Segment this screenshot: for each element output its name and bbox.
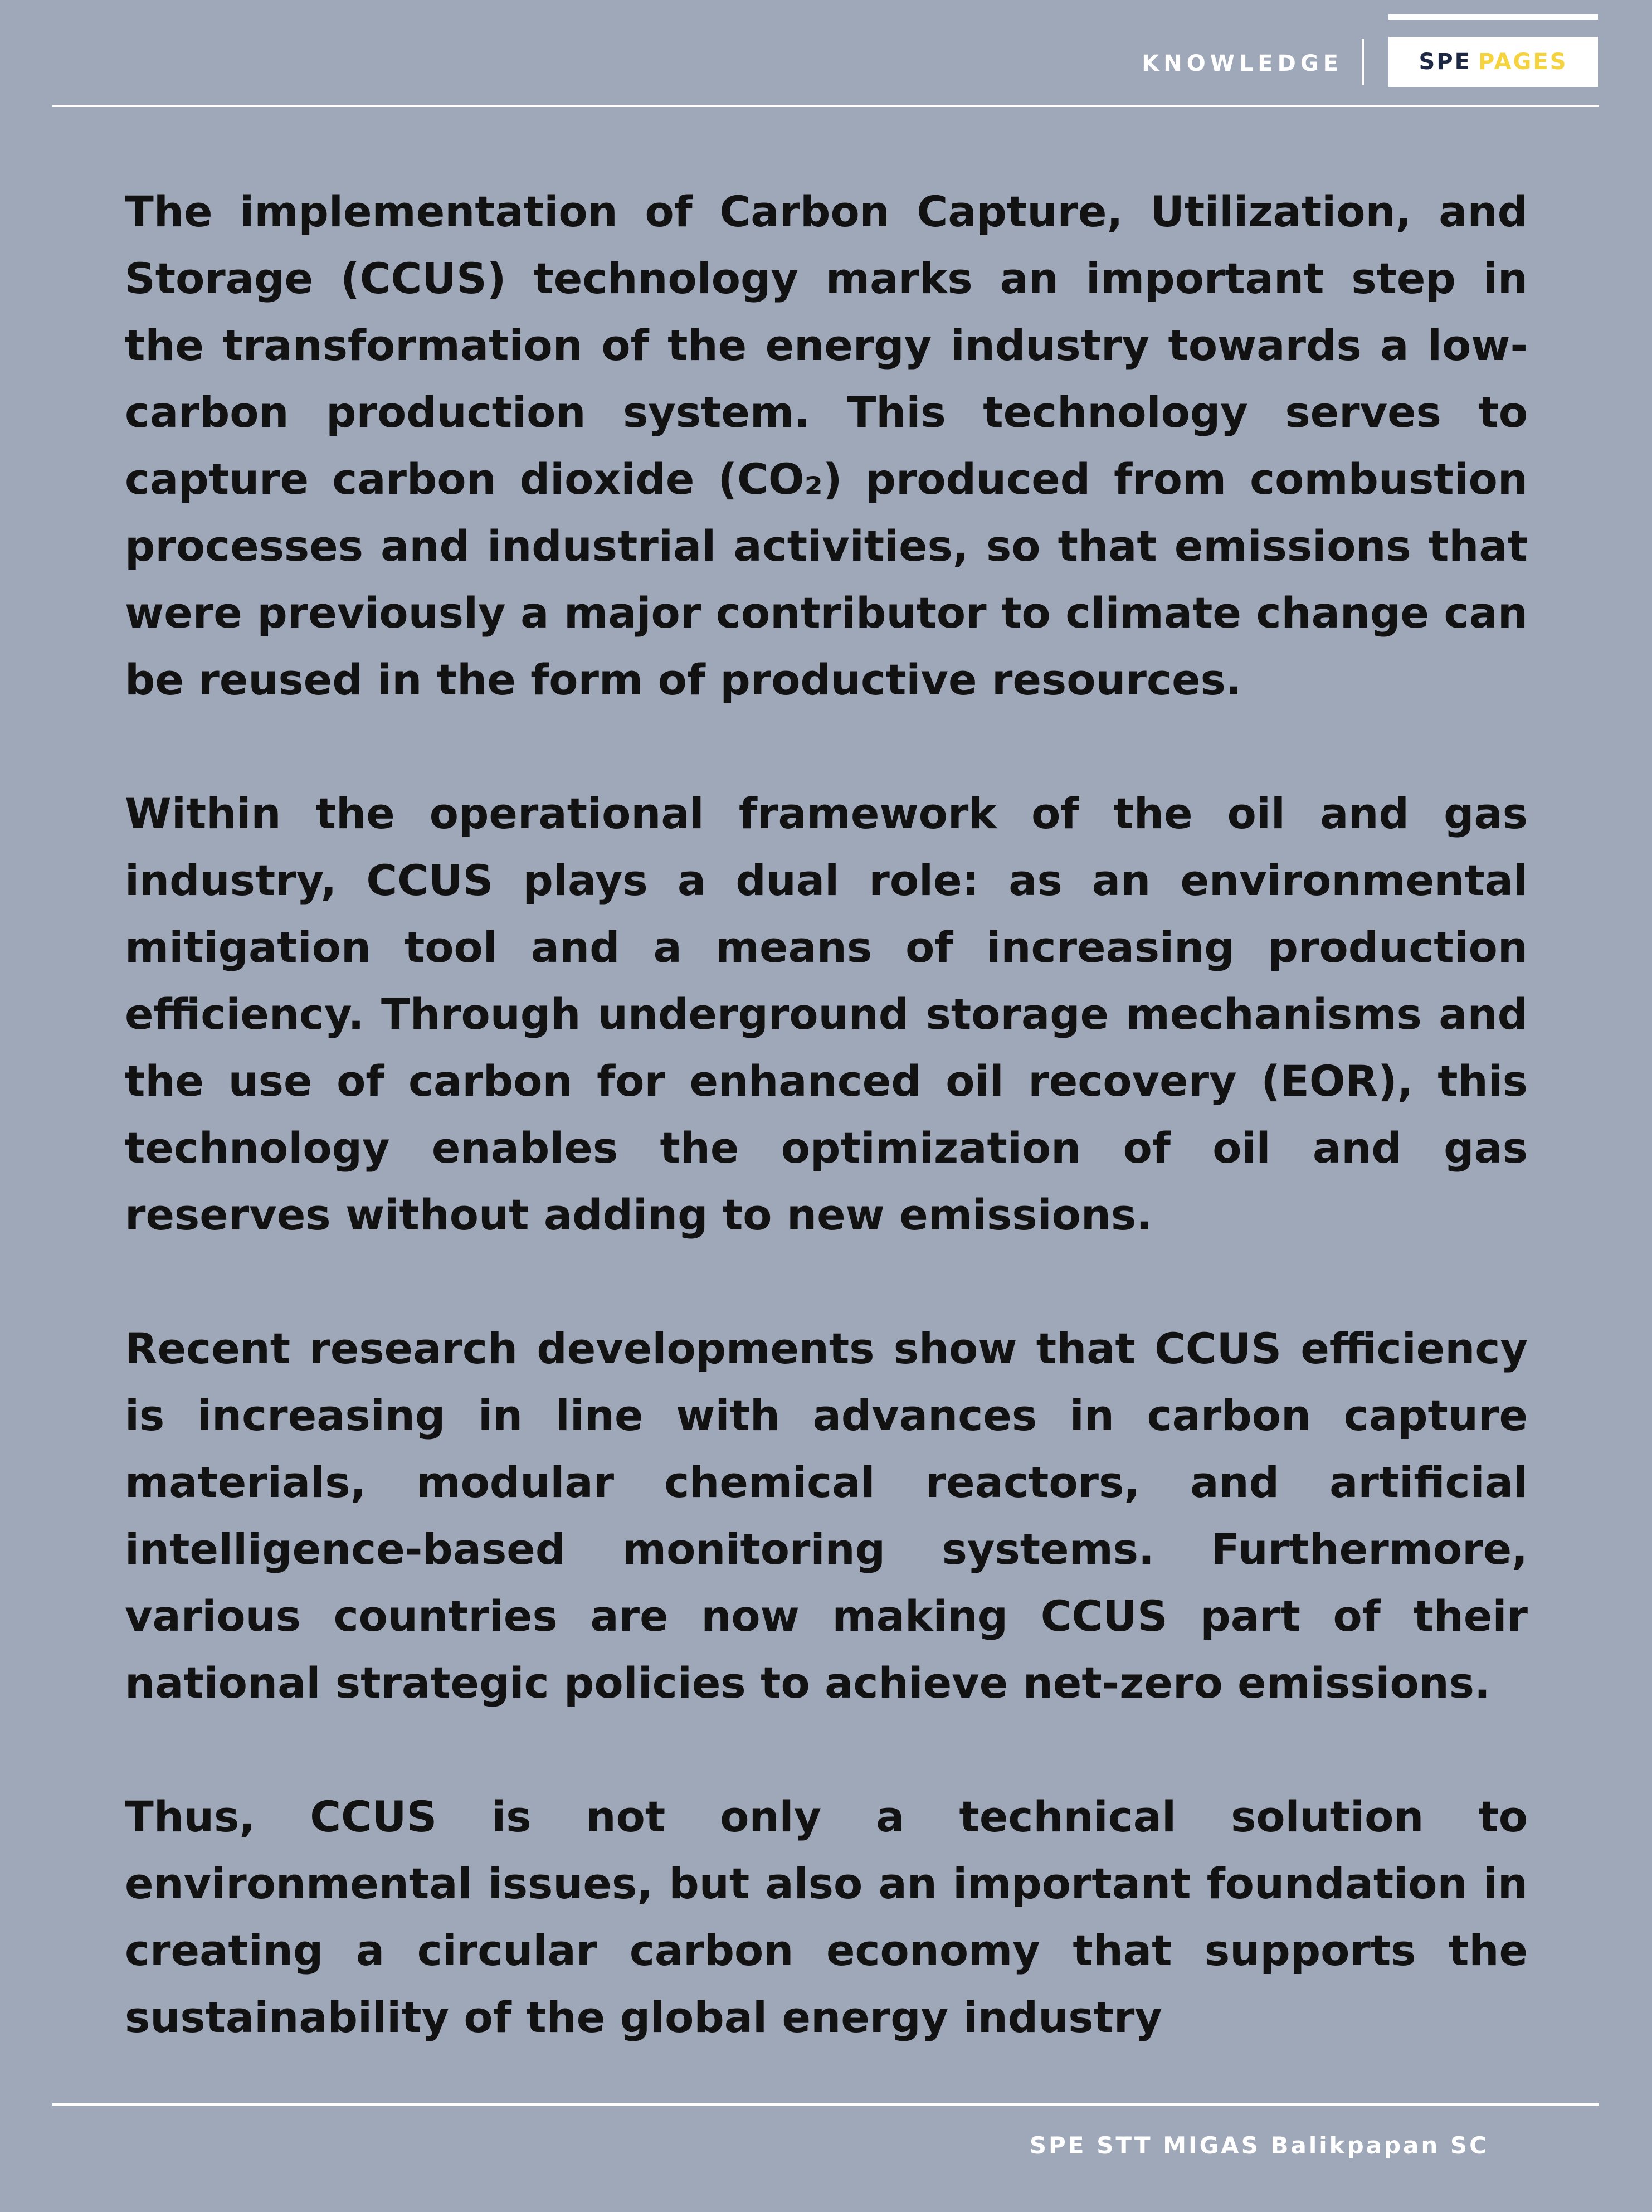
- logo-text-pages: PAGES: [1478, 49, 1568, 75]
- footer-text: SPE STT MIGAS Balikpapan SC: [1029, 2132, 1489, 2159]
- paragraph: Thus, CCUS is not only a technical solution to environmental issues, but also an important foundation in creating a circular carbon economy that supports the sustainability of the global energy industry: [125, 1792, 1528, 2042]
- spe-pages-logo: [1388, 37, 1598, 87]
- article-body: [125, 178, 1528, 2118]
- paragraph: The implementation of Carbon Capture, Utilization, and Storage (CCUS) technology marks an important step in the transformation of the energy industry towards a low-carbon production system. This technology serves to capture carbon dioxide (CO₂) produced from combustion processes and industrial activities, so that emissions that were previously a major contributor to climate change can be reused in the form of productive resources.: [125, 187, 1528, 704]
- logo-accent-bar: [1388, 14, 1598, 20]
- paragraph: Recent research developments show that CCUS efficiency is increasing in line with advances in carbon capture materials, modular chemical reactors, and artificial intelligence-based monitoring systems. Furthermore, various countries are now making CCUS part of their national strategic policies to achieve net-zero emissions.: [125, 1324, 1528, 1708]
- section-label: KNOWLEDGE: [1142, 51, 1343, 76]
- logo-text-spe: SPE: [1419, 49, 1471, 75]
- header-rule: [52, 105, 1599, 107]
- footer-rule: [52, 2103, 1599, 2106]
- paragraph: Within the operational framework of the oil and gas industry, CCUS plays a dual role: as an environmental mitigation tool and a means of increasing production efficiency. Through underground storage mechanisms and the use of carbon for enhanced oil recovery (EOR), this technology enables the optimization of oil and gas reserves without adding to new emissions.: [125, 789, 1528, 1239]
- header-divider: [1362, 39, 1364, 85]
